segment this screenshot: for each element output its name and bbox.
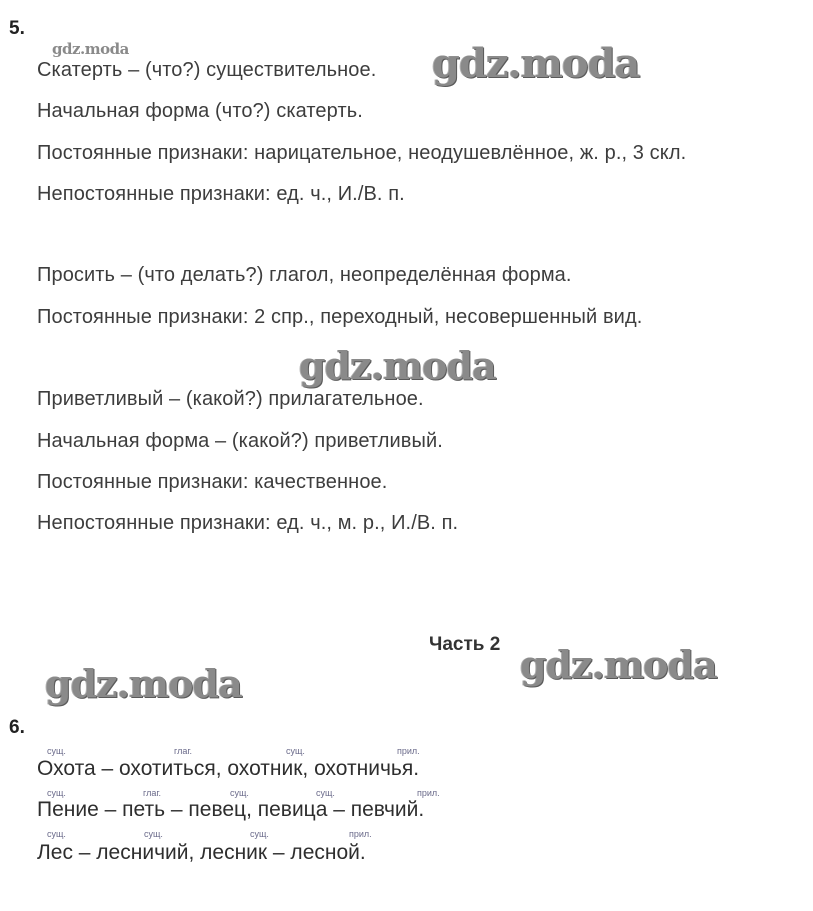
pos-label: прил. <box>349 829 372 839</box>
adjective-line-4: Непостоянные признаки: ед. ч., м. р., И./В. п. <box>37 512 459 534</box>
watermark-small: gdz.moda <box>52 40 129 58</box>
task-number-6: 6. <box>9 717 25 738</box>
pos-label: сущ. <box>47 746 66 756</box>
part-heading: Часть 2 <box>429 634 501 655</box>
watermark-left: gdz.moda <box>45 661 242 706</box>
word-family-row-2: Пение – петь – певец, певица – певчий. <box>37 798 425 821</box>
watermark-top-right: gdz.moda <box>432 40 640 87</box>
pos-label: сущ. <box>47 829 66 839</box>
pos-label: сущ. <box>316 788 335 798</box>
adjective-line-3: Постоянные признаки: качественное. <box>37 471 388 493</box>
pos-label: сущ. <box>144 829 163 839</box>
adjective-line-1: Приветливый – (какой?) прилагательное. <box>37 388 424 410</box>
verb-line-2: Постоянные признаки: 2 спр., переходный, несовершенный вид. <box>37 306 643 328</box>
pos-label: прил. <box>397 746 420 756</box>
verb-line-1: Просить – (что делать?) глагол, неопределённая форма. <box>37 264 572 286</box>
word-family-row-3: Лес – лесничий, лесник – лесной. <box>37 841 366 864</box>
noun-line-3: Постоянные признаки: нарицательное, неодушевлённое, ж. р., 3 скл. <box>37 142 687 164</box>
pos-label: сущ. <box>47 788 66 798</box>
watermark-center: gdz.moda <box>299 343 496 388</box>
watermark-right: gdz.moda <box>520 642 717 687</box>
noun-line-1: Скатерть – (что?) существительное. <box>37 59 377 81</box>
noun-line-2: Начальная форма (что?) скатерть. <box>37 100 363 122</box>
pos-label: сущ. <box>250 829 269 839</box>
pos-label: сущ. <box>230 788 249 798</box>
task-number-5: 5. <box>9 18 25 39</box>
word-family-row-1: Охота – охотиться, охотник, охотничья. <box>37 757 420 780</box>
noun-line-4: Непостоянные признаки: ед. ч., И./В. п. <box>37 183 405 205</box>
pos-label: сущ. <box>286 746 305 756</box>
pos-label: глаг. <box>174 746 193 756</box>
pos-label: прил. <box>417 788 440 798</box>
pos-label: глаг. <box>143 788 162 798</box>
adjective-line-2: Начальная форма – (какой?) приветливый. <box>37 430 443 452</box>
